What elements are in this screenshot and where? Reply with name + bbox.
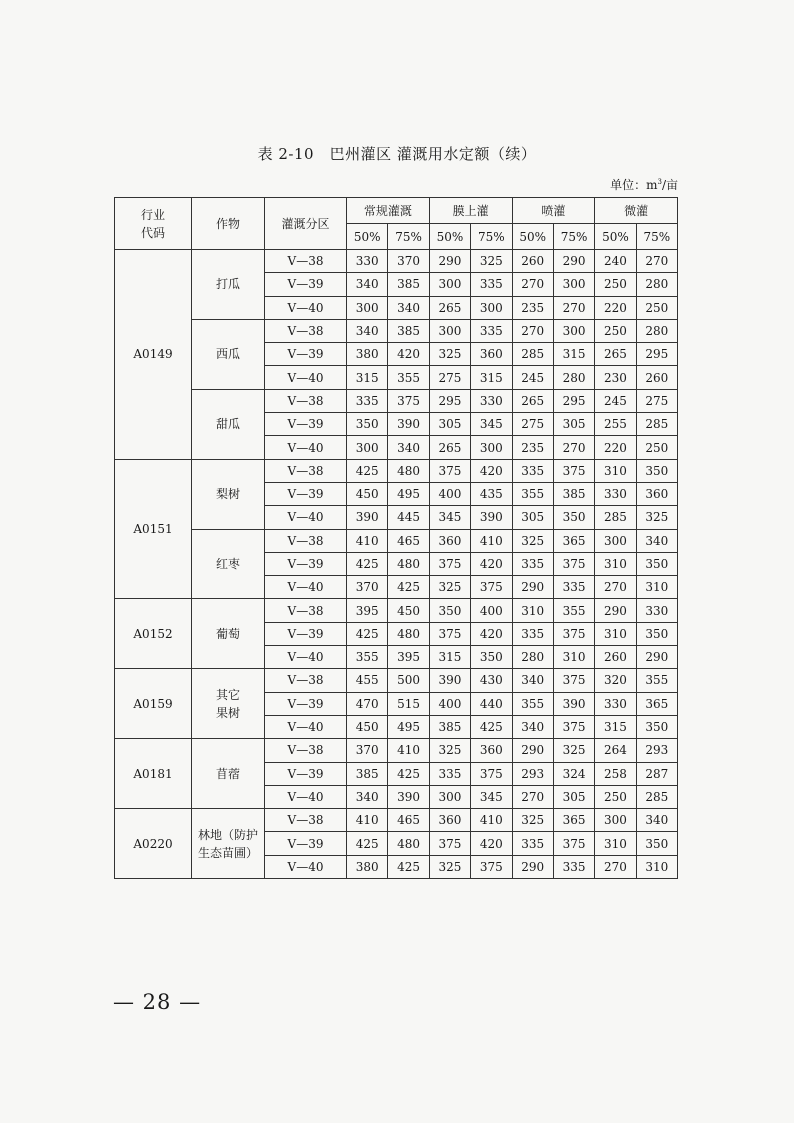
quota-value-cell: 335 <box>553 576 594 599</box>
quota-value-cell: 390 <box>388 785 429 808</box>
table-row <box>115 529 678 552</box>
industry-code-cell: A0159 <box>115 669 192 739</box>
quota-value-cell: 345 <box>429 506 470 529</box>
quota-value-cell: 350 <box>553 506 594 529</box>
quota-value-cell: 293 <box>512 762 553 785</box>
quota-value-cell: 395 <box>388 646 429 669</box>
quota-value-cell: 360 <box>429 809 470 832</box>
page-number: — 28 — <box>113 990 202 1014</box>
header-method-sprinkler: 喷灌 <box>512 198 595 224</box>
zone-cell: V—40 <box>265 366 347 389</box>
zone-cell: V—39 <box>265 762 347 785</box>
quota-value-cell: 390 <box>553 692 594 715</box>
quota-value-cell: 264 <box>595 739 636 762</box>
quota-value-cell: 390 <box>471 506 512 529</box>
header-guarantee-75: 75% <box>388 224 429 250</box>
zone-cell: V—38 <box>265 809 347 832</box>
quota-value-cell: 395 <box>347 599 388 622</box>
quota-value-cell: 330 <box>347 250 388 273</box>
quota-value-cell: 480 <box>388 459 429 482</box>
quota-value-cell: 390 <box>347 506 388 529</box>
quota-value-cell: 350 <box>636 552 677 575</box>
quota-value-cell: 315 <box>553 343 594 366</box>
quota-value-cell: 350 <box>636 622 677 645</box>
zone-cell: V—39 <box>265 413 347 436</box>
table-row <box>115 459 678 482</box>
quota-value-cell: 295 <box>429 389 470 412</box>
header-guarantee-75: 75% <box>636 224 677 250</box>
quota-value-cell: 375 <box>429 832 470 855</box>
quota-value-cell: 300 <box>471 296 512 319</box>
quota-value-cell: 325 <box>636 506 677 529</box>
quota-value-cell: 400 <box>429 692 470 715</box>
quota-value-cell: 293 <box>636 739 677 762</box>
quota-value-cell: 350 <box>636 715 677 738</box>
quota-value-cell: 390 <box>388 413 429 436</box>
quota-value-cell: 420 <box>471 832 512 855</box>
quota-value-cell: 325 <box>512 809 553 832</box>
quota-value-cell: 300 <box>595 809 636 832</box>
zone-cell: V—40 <box>265 436 347 459</box>
quota-value-cell: 245 <box>512 366 553 389</box>
quota-value-cell: 260 <box>512 250 553 273</box>
zone-cell: V—40 <box>265 646 347 669</box>
quota-value-cell: 280 <box>512 646 553 669</box>
quota-value-cell: 325 <box>429 343 470 366</box>
quota-value-cell: 400 <box>429 482 470 505</box>
quota-value-cell: 295 <box>553 389 594 412</box>
quota-value-cell: 500 <box>388 669 429 692</box>
quota-value-cell: 300 <box>429 273 470 296</box>
quota-value-cell: 275 <box>429 366 470 389</box>
quota-value-cell: 325 <box>429 739 470 762</box>
quota-value-cell: 410 <box>347 809 388 832</box>
table-row <box>115 739 678 762</box>
quota-value-cell: 330 <box>595 692 636 715</box>
quota-value-cell: 375 <box>553 459 594 482</box>
quota-value-cell: 375 <box>553 622 594 645</box>
quota-value-cell: 230 <box>595 366 636 389</box>
table-header <box>115 198 678 250</box>
crop-name-cell: 梨树 <box>192 459 265 529</box>
quota-value-cell: 495 <box>388 482 429 505</box>
quota-value-cell: 440 <box>471 692 512 715</box>
zone-cell: V—39 <box>265 622 347 645</box>
quota-value-cell: 410 <box>388 739 429 762</box>
quota-value-cell: 360 <box>429 529 470 552</box>
quota-value-cell: 280 <box>636 273 677 296</box>
quota-value-cell: 420 <box>471 622 512 645</box>
quota-value-cell: 250 <box>636 436 677 459</box>
zone-cell: V—39 <box>265 482 347 505</box>
header-guarantee-50: 50% <box>347 224 388 250</box>
quota-value-cell: 375 <box>429 459 470 482</box>
quota-value-cell: 290 <box>512 576 553 599</box>
table-body <box>115 250 678 879</box>
quota-value-cell: 335 <box>512 459 553 482</box>
quota-value-cell: 265 <box>429 296 470 319</box>
quota-value-cell: 300 <box>553 273 594 296</box>
quota-value-cell: 315 <box>471 366 512 389</box>
quota-value-cell: 310 <box>636 576 677 599</box>
quota-value-cell: 270 <box>636 250 677 273</box>
quota-value-cell: 360 <box>471 739 512 762</box>
table-row <box>115 599 678 622</box>
header-guarantee-50: 50% <box>429 224 470 250</box>
industry-code-cell: A0149 <box>115 250 192 460</box>
quota-value-cell: 345 <box>471 413 512 436</box>
quota-value-cell: 390 <box>429 669 470 692</box>
zone-cell: V—40 <box>265 296 347 319</box>
quota-value-cell: 324 <box>553 762 594 785</box>
quota-value-cell: 425 <box>347 622 388 645</box>
irrigation-quota-table <box>114 197 678 879</box>
quota-value-cell: 310 <box>512 599 553 622</box>
quota-value-cell: 235 <box>512 296 553 319</box>
quota-value-cell: 325 <box>429 576 470 599</box>
quota-value-cell: 300 <box>471 436 512 459</box>
quota-value-cell: 290 <box>512 855 553 878</box>
zone-cell: V—39 <box>265 692 347 715</box>
quota-value-cell: 430 <box>471 669 512 692</box>
zone-cell: V—38 <box>265 319 347 342</box>
quota-value-cell: 250 <box>595 785 636 808</box>
crop-name-cell: 红枣 <box>192 529 265 599</box>
zone-cell: V—40 <box>265 855 347 878</box>
quota-value-cell: 425 <box>347 832 388 855</box>
quota-value-cell: 355 <box>347 646 388 669</box>
quota-value-cell: 340 <box>347 273 388 296</box>
quota-value-cell: 335 <box>471 319 512 342</box>
quota-value-cell: 335 <box>429 762 470 785</box>
quota-value-cell: 320 <box>595 669 636 692</box>
quota-value-cell: 455 <box>347 669 388 692</box>
quota-value-cell: 375 <box>471 762 512 785</box>
crop-name-cell: 西瓜 <box>192 319 265 389</box>
quota-value-cell: 270 <box>553 436 594 459</box>
header-guarantee-75: 75% <box>471 224 512 250</box>
quota-value-cell: 285 <box>636 413 677 436</box>
quota-value-cell: 260 <box>636 366 677 389</box>
quota-value-cell: 340 <box>512 669 553 692</box>
quota-value-cell: 375 <box>553 715 594 738</box>
header-guarantee-50: 50% <box>595 224 636 250</box>
quota-value-cell: 310 <box>595 552 636 575</box>
quota-value-cell: 385 <box>553 482 594 505</box>
quota-value-cell: 350 <box>429 599 470 622</box>
quota-value-cell: 325 <box>471 250 512 273</box>
quota-value-cell: 290 <box>429 250 470 273</box>
quota-value-cell: 375 <box>553 552 594 575</box>
quota-value-cell: 410 <box>471 809 512 832</box>
quota-value-cell: 250 <box>595 273 636 296</box>
quota-value-cell: 330 <box>636 599 677 622</box>
quota-value-cell: 450 <box>388 599 429 622</box>
quota-value-cell: 425 <box>388 855 429 878</box>
header-method-micro: 微灌 <box>595 198 678 224</box>
quota-value-cell: 355 <box>636 669 677 692</box>
quota-value-cell: 335 <box>512 552 553 575</box>
quota-value-cell: 340 <box>388 296 429 319</box>
table-row <box>115 250 678 273</box>
table-row <box>115 669 678 692</box>
header-method-conventional: 常规灌溉 <box>347 198 430 224</box>
quota-value-cell: 420 <box>388 343 429 366</box>
zone-cell: V—39 <box>265 343 347 366</box>
quota-value-cell: 305 <box>429 413 470 436</box>
zone-cell: V—40 <box>265 715 347 738</box>
quota-value-cell: 355 <box>512 482 553 505</box>
quota-value-cell: 335 <box>553 855 594 878</box>
quota-value-cell: 270 <box>512 319 553 342</box>
quota-value-cell: 375 <box>471 855 512 878</box>
zone-cell: V—38 <box>265 599 347 622</box>
quota-value-cell: 290 <box>595 599 636 622</box>
quota-value-cell: 335 <box>471 273 512 296</box>
quota-value-cell: 365 <box>553 529 594 552</box>
header-guarantee-50: 50% <box>512 224 553 250</box>
quota-value-cell: 355 <box>553 599 594 622</box>
quota-value-cell: 300 <box>553 319 594 342</box>
quota-value-cell: 370 <box>388 250 429 273</box>
quota-value-cell: 425 <box>388 762 429 785</box>
quota-value-cell: 380 <box>347 855 388 878</box>
quota-value-cell: 220 <box>595 296 636 319</box>
header-guarantee-75: 75% <box>553 224 594 250</box>
quota-value-cell: 300 <box>347 296 388 319</box>
quota-value-cell: 385 <box>347 762 388 785</box>
quota-value-cell: 480 <box>388 832 429 855</box>
zone-cell: V—38 <box>265 529 347 552</box>
quota-value-cell: 450 <box>347 715 388 738</box>
quota-value-cell: 465 <box>388 529 429 552</box>
quota-value-cell: 350 <box>636 459 677 482</box>
quota-value-cell: 240 <box>595 250 636 273</box>
quota-value-cell: 300 <box>429 785 470 808</box>
quota-value-cell: 290 <box>553 250 594 273</box>
quota-value-cell: 220 <box>595 436 636 459</box>
quota-value-cell: 375 <box>553 669 594 692</box>
table-row <box>115 389 678 412</box>
quota-value-cell: 370 <box>347 576 388 599</box>
quota-value-cell: 350 <box>636 832 677 855</box>
quota-value-cell: 300 <box>595 529 636 552</box>
quota-value-cell: 375 <box>553 832 594 855</box>
crop-name-cell: 苜蓿 <box>192 739 265 809</box>
quota-value-cell: 375 <box>388 389 429 412</box>
quota-value-cell: 315 <box>429 646 470 669</box>
quota-value-cell: 355 <box>388 366 429 389</box>
quota-value-cell: 385 <box>429 715 470 738</box>
quota-value-cell: 375 <box>471 576 512 599</box>
quota-value-cell: 340 <box>636 529 677 552</box>
quota-value-cell: 450 <box>347 482 388 505</box>
quota-value-cell: 445 <box>388 506 429 529</box>
zone-cell: V—39 <box>265 273 347 296</box>
quota-value-cell: 270 <box>512 273 553 296</box>
quota-value-cell: 360 <box>471 343 512 366</box>
table-title: 表 2-10 巴州灌区 灌溉用水定额（续） <box>257 145 537 163</box>
quota-value-cell: 290 <box>636 646 677 669</box>
quota-value-cell: 310 <box>636 855 677 878</box>
quota-value-cell: 425 <box>347 552 388 575</box>
zone-cell: V—38 <box>265 250 347 273</box>
quota-value-cell: 435 <box>471 482 512 505</box>
zone-cell: V—40 <box>265 785 347 808</box>
quota-value-cell: 265 <box>595 343 636 366</box>
quota-value-cell: 340 <box>636 809 677 832</box>
table-row <box>115 319 678 342</box>
quota-value-cell: 275 <box>512 413 553 436</box>
quota-value-cell: 315 <box>347 366 388 389</box>
quota-value-cell: 480 <box>388 552 429 575</box>
zone-cell: V—40 <box>265 506 347 529</box>
quota-value-cell: 310 <box>553 646 594 669</box>
quota-value-cell: 335 <box>512 832 553 855</box>
unit-superscript: 3 <box>657 178 662 186</box>
quota-value-cell: 250 <box>595 319 636 342</box>
zone-cell: V—38 <box>265 669 347 692</box>
unit-prefix: 单位：m <box>610 178 658 192</box>
zone-cell: V—39 <box>265 832 347 855</box>
quota-value-cell: 365 <box>553 809 594 832</box>
zone-cell: V—38 <box>265 389 347 412</box>
quota-value-cell: 325 <box>512 529 553 552</box>
industry-code-cell: A0151 <box>115 459 192 599</box>
quota-value-cell: 265 <box>429 436 470 459</box>
quota-value-cell: 295 <box>636 343 677 366</box>
industry-code-cell: A0220 <box>115 809 192 879</box>
quota-value-cell: 495 <box>388 715 429 738</box>
quota-value-cell: 375 <box>429 552 470 575</box>
quota-value-cell: 265 <box>512 389 553 412</box>
quota-value-cell: 330 <box>595 482 636 505</box>
zone-cell: V—40 <box>265 576 347 599</box>
quota-value-cell: 285 <box>595 506 636 529</box>
crop-name-cell: 其它 果树 <box>192 669 265 739</box>
quota-value-cell: 270 <box>553 296 594 319</box>
quota-value-cell: 300 <box>347 436 388 459</box>
quota-value-cell: 258 <box>595 762 636 785</box>
quota-value-cell: 270 <box>512 785 553 808</box>
crop-name-cell: 林地（防护 生态苗圃） <box>192 809 265 879</box>
quota-value-cell: 370 <box>347 739 388 762</box>
table-row <box>115 809 678 832</box>
crop-name-cell: 葡萄 <box>192 599 265 669</box>
quota-value-cell: 315 <box>595 715 636 738</box>
quota-value-cell: 400 <box>471 599 512 622</box>
quota-value-cell: 330 <box>471 389 512 412</box>
quota-value-cell: 275 <box>636 389 677 412</box>
quota-value-cell: 260 <box>595 646 636 669</box>
quota-value-cell: 465 <box>388 809 429 832</box>
quota-value-cell: 420 <box>471 552 512 575</box>
header-zone: 灌溉分区 <box>265 198 347 250</box>
quota-value-cell: 310 <box>595 832 636 855</box>
crop-name-cell: 甜瓜 <box>192 389 265 459</box>
quota-value-cell: 380 <box>347 343 388 366</box>
quota-value-cell: 365 <box>636 692 677 715</box>
quota-value-cell: 335 <box>512 622 553 645</box>
quota-value-cell: 375 <box>429 622 470 645</box>
quota-value-cell: 325 <box>553 739 594 762</box>
quota-value-cell: 410 <box>471 529 512 552</box>
quota-value-cell: 285 <box>512 343 553 366</box>
zone-cell: V—38 <box>265 739 347 762</box>
header-crop: 作物 <box>192 198 265 250</box>
quota-value-cell: 250 <box>636 296 677 319</box>
quota-value-cell: 420 <box>471 459 512 482</box>
quota-value-cell: 300 <box>429 319 470 342</box>
quota-value-cell: 480 <box>388 622 429 645</box>
quota-value-cell: 287 <box>636 762 677 785</box>
quota-value-cell: 515 <box>388 692 429 715</box>
unit-label <box>560 176 678 193</box>
quota-value-cell: 270 <box>595 576 636 599</box>
quota-value-cell: 305 <box>553 785 594 808</box>
quota-value-cell: 235 <box>512 436 553 459</box>
quota-value-cell: 310 <box>595 622 636 645</box>
quota-value-cell: 385 <box>388 319 429 342</box>
quota-value-cell: 340 <box>347 319 388 342</box>
quota-value-cell: 425 <box>388 576 429 599</box>
quota-value-cell: 340 <box>388 436 429 459</box>
header-method-film: 膜上灌 <box>429 198 512 224</box>
unit-suffix: /亩 <box>661 178 678 192</box>
quota-value-cell: 340 <box>512 715 553 738</box>
quota-value-cell: 270 <box>595 855 636 878</box>
header-industry-code: 行业 代码 <box>115 198 192 250</box>
crop-name-cell: 打瓜 <box>192 250 265 320</box>
quota-value-cell: 385 <box>388 273 429 296</box>
quota-value-cell: 325 <box>429 855 470 878</box>
quota-value-cell: 310 <box>595 459 636 482</box>
quota-value-cell: 335 <box>347 389 388 412</box>
quota-value-cell: 345 <box>471 785 512 808</box>
quota-value-cell: 340 <box>347 785 388 808</box>
quota-value-cell: 290 <box>512 739 553 762</box>
quota-value-cell: 285 <box>636 785 677 808</box>
quota-value-cell: 350 <box>471 646 512 669</box>
quota-value-cell: 470 <box>347 692 388 715</box>
zone-cell: V—38 <box>265 459 347 482</box>
quota-value-cell: 360 <box>636 482 677 505</box>
quota-value-cell: 305 <box>553 413 594 436</box>
quota-value-cell: 410 <box>347 529 388 552</box>
industry-code-cell: A0152 <box>115 599 192 669</box>
quota-value-cell: 280 <box>636 319 677 342</box>
quota-value-cell: 350 <box>347 413 388 436</box>
zone-cell: V—39 <box>265 552 347 575</box>
quota-value-cell: 255 <box>595 413 636 436</box>
quota-value-cell: 305 <box>512 506 553 529</box>
quota-value-cell: 355 <box>512 692 553 715</box>
quota-value-cell: 425 <box>347 459 388 482</box>
quota-value-cell: 425 <box>471 715 512 738</box>
quota-value-cell: 280 <box>553 366 594 389</box>
industry-code-cell: A0181 <box>115 739 192 809</box>
quota-value-cell: 245 <box>595 389 636 412</box>
